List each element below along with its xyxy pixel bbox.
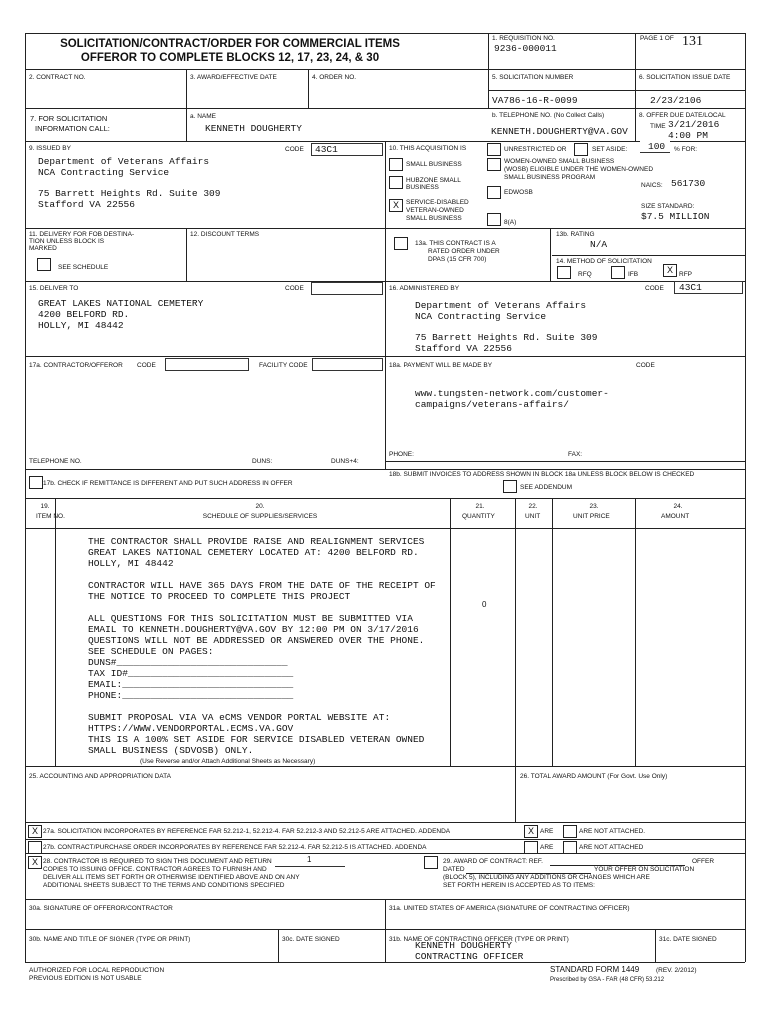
previous-edition-note: PREVIOUS EDITION IS NOT USABLE — [29, 975, 142, 982]
28-label: 28. CONTRACTOR IS REQUIRED TO SIGN THIS DOCUMENT AND RETURN — [43, 858, 272, 865]
issued-code-label: CODE — [285, 146, 304, 153]
duns-label: DUNS: — [252, 458, 273, 465]
issued-by-line: NCA Contracting Service — [38, 167, 170, 178]
administered-by-label: 16. ADMINISTERED BY — [389, 285, 460, 292]
deliver-to-line: HOLLY, MI 48442 — [38, 320, 124, 331]
offer-due-label: 8. OFFER DUE DATE/LOCAL — [639, 112, 726, 119]
8a-label: 8(A) — [504, 219, 517, 226]
rfq-label: RFQ — [578, 271, 592, 278]
col-schedule-label: SCHEDULE OF SUPPLIES/SERVICES — [202, 513, 318, 520]
col-amount: 24. — [673, 503, 683, 510]
award-date-label: 3. AWARD/EFFECTIVE DATE — [190, 74, 277, 81]
schedule-description: THE CONTRACTOR SHALL PROVIDE RAISE AND REALIGNMENT SERVICES GREAT LAKES NATIONAL CEMETERY LOCATED AT: 4200 BELFORD RD. HOLLY, MI 48442 CONTRACTOR WILL HAVE 365 DAYS FROM THE DATE OF THE RECEIPT OF THE NOTICE TO PROCEED TO COMPLETE THIS PROJECT ALL QUESTIONS FOR THIS SOLICITATION MUST BE SUBMITTED VIA EMAIL TO KENNETH.DOUGHERTY@VA.GOV BY 12:00 PM ON 3/17/2016 QUESTIONS WILL NOT BE ADDRESSED OR ANSWERED OVER THE PHONE. SEE SCHEDULE ON PAGES: DUNS#______________________________ TAX ID#_____________________________ EMAIL:______________________________ PHONE:______________________________ SUBMIT PROPOSAL VIA VA eCMS VENDOR PORTAL WEBSITE AT: HTTPS://WWW.VENDORPORTAL.ECMS.VA.GOV THIS IS A 100% SET ASIDE FOR SERVICE DISABLED VETERAN OWNED SMALL BUSINESS (SDVOSB) ONLY. — [88, 536, 436, 756]
page-count: 131 — [682, 34, 703, 49]
29-label-3: (BLOCK 5), INCLUDING ANY ADDITIONS OR CHANGES WHICH ARE — [443, 874, 650, 881]
admin-code-field[interactable]: 43C1 — [674, 281, 743, 294]
offer-due-time-label: TIME — [650, 123, 666, 130]
rfp-label: RFP — [679, 271, 692, 278]
delivery-label-3: MARKED — [29, 245, 57, 252]
issued-code-field[interactable]: 43C1 — [311, 143, 383, 156]
27a-checkbox[interactable]: X — [28, 825, 42, 838]
rated-order-label: 13a. THIS CONTRACT IS A — [415, 240, 496, 247]
27a-are-not-checkbox[interactable] — [563, 825, 577, 838]
27a-label: 27a. SOLICITATION INCORPORATES BY REFERENCE FAR 52.212-1, 52.212-4. FAR 52.212-3 AND 52.212-5 ARE ATTACHED. ADDENDA — [43, 828, 451, 835]
edwosb-label: EDWOSB — [504, 189, 533, 196]
set-aside-checkbox[interactable] — [574, 143, 588, 156]
27a-are-label: ARE — [540, 828, 554, 835]
officer-name-label: 31b. NAME OF CONTRACTING OFFICER (TYPE OR PRINT) — [389, 936, 569, 943]
officer-name[interactable]: KENNETH DOUGHERTY — [415, 940, 512, 951]
see-schedule-label: SEE SCHEDULE — [58, 264, 109, 271]
col-quantity-label: QUANTITY — [462, 513, 495, 520]
issued-by-line: Stafford VA 22556 — [38, 199, 135, 210]
payment-line: campaigns/veterans-affairs/ — [415, 399, 569, 410]
solicitation-number-label: 5. SOLICITATION NUMBER — [492, 74, 574, 81]
standard-form-label: STANDARD FORM 1449 — [550, 965, 640, 974]
small-business-label: SMALL BUSINESS — [406, 161, 462, 168]
name-value[interactable]: KENNETH DOUGHERTY — [205, 123, 302, 134]
payment-line: www.tungsten-network.com/customer- — [415, 388, 609, 399]
duns4-label: DUNS+4: — [331, 458, 359, 465]
contractor-code-field[interactable] — [165, 358, 249, 371]
sdvosb-label: SERVICE-DISABLED — [406, 199, 469, 206]
unrestricted-label: UNRESTRICTED OR — [504, 146, 567, 153]
wosb-label-3: SMALL BUSINESS PROGRAM — [504, 174, 596, 181]
info-call-label-2: INFORMATION CALL: — [35, 124, 110, 133]
info-call-label: 7. FOR SOLICITATION — [30, 114, 108, 123]
set-aside-percent-field[interactable]: 100 — [640, 141, 670, 153]
contractor-code-label: CODE — [137, 362, 156, 369]
col-item-no: 19. — [40, 503, 50, 510]
admin-line: NCA Contracting Service — [415, 311, 547, 322]
col-quantity: 21. — [475, 503, 485, 510]
signature-officer-label: 31a. UNITED STATES OF AMERICA (SIGNATURE OF CONTRACTING OFFICER) — [389, 905, 630, 912]
rated-order-checkbox[interactable] — [394, 237, 408, 250]
order-no-label: 4. ORDER NO. — [312, 74, 357, 81]
rating-value[interactable]: N/A — [590, 239, 608, 250]
size-standard-label: SIZE STANDARD: — [641, 203, 695, 210]
remittance-checkbox[interactable] — [29, 476, 43, 489]
sdvosb-label-3: SMALL BUSINESS — [406, 215, 462, 222]
see-schedule-checkbox[interactable] — [37, 258, 51, 271]
delivery-label: 11. DELIVERY FOR FOB DESTINA- — [29, 231, 135, 238]
signer-date-label: 30c. DATE SIGNED — [282, 936, 340, 943]
signer-name-label: 30b. NAME AND TITLE OF SIGNER (TYPE OR PRINT) — [29, 936, 191, 943]
small-business-checkbox[interactable] — [389, 158, 403, 171]
invoice-label: 18b. SUBMIT INVOICES TO ADDRESS SHOWN IN BLOCK 18a UNLESS BLOCK BELOW IS CHECKED — [389, 471, 695, 478]
quantity-value[interactable]: 0 — [482, 600, 487, 609]
deliver-code-field[interactable] — [311, 282, 383, 295]
rated-order-label-2: RATED ORDER UNDER — [428, 248, 500, 255]
acquisition-label: 10. THIS ACQUISITION IS — [389, 145, 467, 152]
set-aside-label: SET ASIDE: — [592, 146, 628, 153]
deliver-to-line: 4200 BELFORD RD. — [38, 309, 130, 320]
27a-are-not-label: ARE NOT ATTACHED. — [579, 828, 646, 835]
percent-for-label: % FOR: — [674, 146, 698, 153]
requisition-label: 1. REQUISITION NO. — [492, 35, 555, 42]
size-standard-value[interactable]: $7.5 MILLION — [641, 211, 710, 222]
payment-code-label: CODE — [636, 362, 655, 369]
contract-no-label: 2. CONTRACT NO. — [29, 74, 86, 81]
rfq-checkbox[interactable] — [557, 266, 571, 279]
delivery-label-2: TION UNLESS BLOCK IS — [29, 238, 105, 245]
hubzone-checkbox[interactable] — [389, 176, 403, 189]
admin-code-label: CODE — [645, 285, 664, 292]
hubzone-label: HUBZONE SMALL — [406, 177, 461, 184]
authorized-note: AUTHORIZED FOR LOCAL REPRODUCTION — [29, 967, 165, 974]
accounting-label: 25. ACCOUNTING AND APPROPRIATION DATA — [29, 773, 171, 780]
solicitation-date-label: 6. SOLICITATION ISSUE DATE — [639, 74, 731, 81]
naics-label: NAICS: — [641, 182, 663, 189]
solicitation-number-value[interactable]: VA786-16-R-0099 — [492, 95, 578, 106]
col-schedule: 20. — [255, 503, 265, 510]
admin-line: 75 Barrett Heights Rd. Suite 309 — [415, 332, 598, 343]
rated-order-label-3: DPAS (15 CFR 700) — [428, 256, 487, 263]
28-checkbox[interactable]: X — [28, 856, 42, 869]
offer-due-date[interactable]: 3/21/2016 — [668, 119, 720, 130]
prescribed-label: Prescribed by GSA - FAR (48 CFR) 53.212 — [550, 977, 665, 983]
offer-due-time[interactable]: 4:00 PM — [668, 130, 708, 141]
contractor-label: 17a. CONTRACTOR/OFFEROR — [29, 362, 123, 369]
rating-label: 13b. RATING — [556, 231, 595, 238]
officer-title[interactable]: CONTRACTING OFFICER — [415, 951, 524, 962]
see-addendum-label: SEE ADDENDUM — [520, 484, 573, 491]
admin-line: Stafford VA 22556 — [415, 343, 512, 354]
29-dated-label: DATED — [443, 866, 465, 873]
ifb-checkbox[interactable] — [611, 266, 625, 279]
form-subtitle: OFFEROR TO COMPLETE BLOCKS 12, 17, 23, 24, & 30 — [80, 52, 380, 64]
col-unit-price: 23. — [589, 503, 599, 510]
payment-label: 18a. PAYMENT WILL BE MADE BY — [389, 362, 493, 369]
sdvosb-checkbox[interactable]: X — [389, 199, 403, 212]
29-your-offer-label: YOUR OFFER ON SOLICITATION — [594, 866, 695, 873]
wosb-checkbox[interactable] — [487, 158, 501, 171]
27b-are-label: ARE — [540, 844, 554, 851]
signature-offeror-label: 30a. SIGNATURE OF OFFEROR/CONTRACTOR — [29, 905, 173, 912]
form-title: SOLICITATION/CONTRACT/ORDER FOR COMMERCIAL ITEMS — [60, 38, 400, 50]
28-label-3: DELIVER ALL ITEMS SET FORTH OR OTHERWISE IDENTIFIED ABOVE AND ON ANY — [43, 874, 300, 881]
solicitation-date-value[interactable]: 2/23/2106 — [650, 95, 702, 106]
col-unit-label: UNIT — [525, 513, 541, 520]
discount-terms-label: 12. DISCOUNT TERMS — [190, 231, 260, 238]
revision-label: (REV. 2/2012) — [656, 967, 697, 974]
naics-value[interactable]: 561730 — [671, 178, 706, 189]
admin-line: Department of Veterans Affairs — [415, 300, 587, 311]
sdvosb-label-2: VETERAN-OWNED — [406, 207, 464, 214]
telephone-value[interactable]: KENNETH.DOUGHERTY@VA.GOV — [491, 126, 628, 137]
27b-label: 27b. CONTRACT/PURCHASE ORDER INCORPORATES BY REFERENCE FAR 52.212-4. FAR 52.212-5 IS ATTACHED. ADDENDA — [43, 844, 427, 851]
27b-are-not-label: ARE NOT ATTACHED — [579, 844, 644, 851]
method-label: 14. METHOD OF SOLICITATION — [556, 258, 652, 265]
29-checkbox[interactable] — [424, 856, 438, 869]
issued-by-label: 9. ISSUED BY — [29, 145, 71, 152]
wosb-label-2: (WOSB) ELIGIBLE UNDER THE WOMEN-OWNED — [504, 166, 654, 173]
29-offer-label: OFFER — [692, 858, 715, 865]
total-award-label: 26. TOTAL AWARD AMOUNT (For Govt. Use Only) — [520, 773, 668, 780]
remittance-label: 17b. CHECK IF REMITTANCE IS DIFFERENT AND PUT SUCH ADDRESS IN OFFER — [43, 480, 293, 487]
edwosb-checkbox[interactable] — [487, 186, 501, 199]
hubzone-label-2: BUSINESS — [406, 184, 439, 191]
28-copies-field[interactable]: 1 — [275, 856, 345, 867]
requisition-value[interactable]: 9236-000011 — [494, 43, 557, 54]
name-label: a. NAME — [190, 113, 217, 120]
page-label: PAGE 1 OF — [640, 35, 674, 42]
27b-are-checkbox[interactable] — [524, 841, 538, 854]
29-label-4: SET FORTH HEREIN IS ACCEPTED AS TO ITEMS: — [443, 882, 595, 889]
8a-checkbox[interactable] — [487, 213, 501, 226]
see-addendum-checkbox[interactable] — [503, 480, 517, 493]
28-label-4: ADDITIONAL SHEETS SUBJECT TO THE TERMS AND CONDITIONS SPECIFIED — [43, 882, 285, 889]
27b-are-not-checkbox[interactable] — [563, 841, 577, 854]
deliver-to-line: GREAT LAKES NATIONAL CEMETERY — [38, 298, 204, 309]
phone-label: PHONE: — [389, 451, 414, 458]
ifb-label: IFB — [628, 271, 639, 278]
col-unit: 22. — [528, 503, 538, 510]
27a-are-checkbox[interactable]: X — [524, 825, 538, 838]
27b-checkbox[interactable] — [28, 841, 42, 854]
facility-code-label: FACILITY CODE — [259, 362, 308, 369]
telephone-label: b. TELEPHONE NO. (No Collect Calls) — [492, 112, 605, 119]
28-label-2: COPIES TO ISSUING OFFICE. CONTRACTOR AGREES TO FURNISH AND — [43, 866, 267, 873]
fax-label: FAX: — [568, 451, 583, 458]
officer-date-label: 31c. DATE SIGNED — [659, 936, 717, 943]
telephone-no-label: TELEPHONE NO. — [29, 458, 82, 465]
wosb-label: WOMEN-OWNED SMALL BUSINESS — [504, 158, 615, 165]
unrestricted-checkbox[interactable] — [487, 143, 501, 156]
col-item-no-label: ITEM NO. — [36, 513, 65, 520]
col-unit-price-label: UNIT PRICE — [573, 513, 610, 520]
issued-by-line: 75 Barrett Heights Rd. Suite 309 — [38, 188, 221, 199]
issued-by-line: Department of Veterans Affairs — [38, 156, 210, 167]
deliver-code-label: CODE — [285, 285, 304, 292]
use-reverse-note: (Use Reverse and/or Attach Additional Sheets as Necessary) — [140, 758, 316, 765]
col-amount-label: AMOUNT — [661, 513, 690, 520]
deliver-to-label: 15. DELIVER TO — [29, 285, 79, 292]
facility-code-field[interactable] — [312, 358, 383, 371]
29-label: 29. AWARD OF CONTRACT: REF. — [443, 858, 543, 865]
rfp-checkbox[interactable]: X — [663, 264, 677, 277]
